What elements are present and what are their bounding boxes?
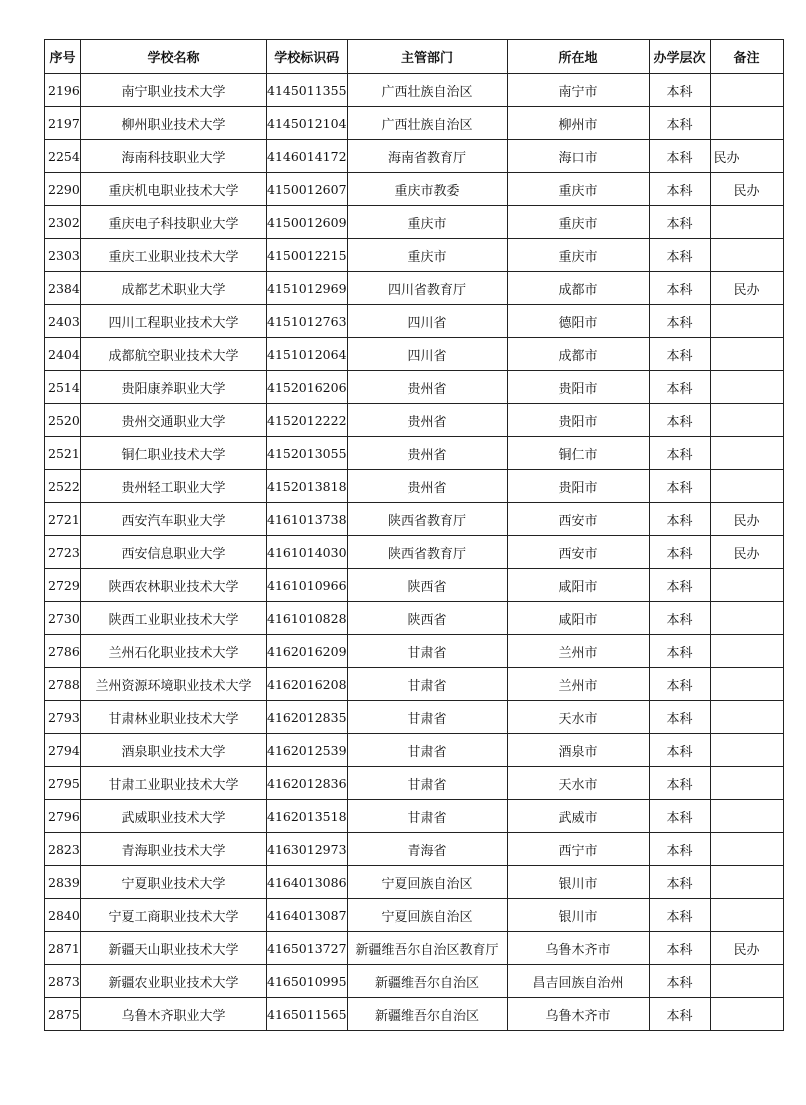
cell-school-code: 4152016206 [267,371,348,404]
cell-remarks: 民办 [710,536,783,569]
cell-level: 本科 [649,965,710,998]
cell-school-code: 4161010828 [267,602,348,635]
cell-location: 成都市 [507,338,649,371]
cell-authority: 陕西省教育厅 [347,503,507,536]
cell-location: 重庆市 [507,173,649,206]
cell-school-code: 4161014030 [267,536,348,569]
cell-school-code: 4152012222 [267,404,348,437]
header-level: 办学层次 [649,40,710,74]
cell-level: 本科 [649,833,710,866]
table-row [45,800,784,833]
cell-authority: 甘肃省 [347,734,507,767]
header-school-code: 学校标识码 [267,40,348,74]
cell-location: 天水市 [507,767,649,800]
table-row [45,173,784,206]
table-row [45,965,784,998]
cell-location: 柳州市 [507,107,649,140]
university-list-table [44,39,784,1031]
table-row [45,866,784,899]
cell-authority: 贵州省 [347,470,507,503]
cell-authority: 甘肃省 [347,635,507,668]
cell-remarks [710,305,783,338]
cell-remarks [710,206,783,239]
cell-school-name: 柳州职业技术大学 [81,107,267,140]
cell-location: 贵阳市 [507,404,649,437]
cell-school-name: 西安汽车职业大学 [81,503,267,536]
cell-level: 本科 [649,404,710,437]
table-row [45,404,784,437]
cell-location: 海口市 [507,140,649,173]
cell-school-code: 4163012973 [267,833,348,866]
cell-index: 2254 [45,140,81,173]
cell-index: 2514 [45,371,81,404]
cell-index: 2871 [45,932,81,965]
cell-school-code: 4162012835 [267,701,348,734]
cell-school-name: 新疆天山职业技术大学 [81,932,267,965]
cell-authority: 宁夏回族自治区 [347,866,507,899]
cell-index: 2730 [45,602,81,635]
cell-school-name: 重庆电子科技职业大学 [81,206,267,239]
cell-school-name: 重庆工业职业技术大学 [81,239,267,272]
cell-location: 银川市 [507,899,649,932]
cell-location: 武威市 [507,800,649,833]
cell-school-code: 4162012539 [267,734,348,767]
cell-level: 本科 [649,503,710,536]
table-body [45,74,784,1031]
cell-location: 银川市 [507,866,649,899]
cell-remarks [710,635,783,668]
cell-remarks [710,899,783,932]
cell-index: 2875 [45,998,81,1031]
cell-level: 本科 [649,701,710,734]
cell-school-name: 陕西农林职业技术大学 [81,569,267,602]
cell-authority: 贵州省 [347,404,507,437]
table-row [45,206,784,239]
cell-authority: 青海省 [347,833,507,866]
cell-school-name: 重庆机电职业技术大学 [81,173,267,206]
cell-school-name: 海南科技职业大学 [81,140,267,173]
table-row [45,602,784,635]
cell-remarks [710,701,783,734]
cell-level: 本科 [649,899,710,932]
cell-remarks: 民办 [710,173,783,206]
cell-authority: 重庆市教委 [347,173,507,206]
cell-index: 2794 [45,734,81,767]
cell-remarks: 民办 [710,140,783,173]
cell-index: 2290 [45,173,81,206]
header-school-name: 学校名称 [81,40,267,74]
cell-remarks [710,107,783,140]
table-row [45,635,784,668]
cell-index: 2302 [45,206,81,239]
cell-school-name: 宁夏职业技术大学 [81,866,267,899]
cell-location: 重庆市 [507,206,649,239]
cell-school-name: 甘肃林业职业技术大学 [81,701,267,734]
cell-authority: 重庆市 [347,206,507,239]
table-row [45,371,784,404]
cell-school-name: 成都艺术职业大学 [81,272,267,305]
cell-level: 本科 [649,140,710,173]
cell-authority: 四川省教育厅 [347,272,507,305]
cell-authority: 新疆维吾尔自治区教育厅 [347,932,507,965]
cell-school-code: 4152013818 [267,470,348,503]
cell-authority: 陕西省 [347,602,507,635]
cell-location: 西安市 [507,536,649,569]
cell-school-name: 西安信息职业大学 [81,536,267,569]
cell-level: 本科 [649,866,710,899]
cell-level: 本科 [649,536,710,569]
cell-level: 本科 [649,173,710,206]
table-row [45,74,784,107]
cell-remarks [710,602,783,635]
cell-location: 南宁市 [507,74,649,107]
cell-school-name: 宁夏工商职业技术大学 [81,899,267,932]
cell-school-code: 4162016208 [267,668,348,701]
table-row [45,272,784,305]
cell-location: 重庆市 [507,239,649,272]
cell-location: 咸阳市 [507,569,649,602]
cell-level: 本科 [649,767,710,800]
cell-remarks: 民办 [710,503,783,536]
cell-index: 2823 [45,833,81,866]
cell-school-code: 4162012836 [267,767,348,800]
cell-index: 2723 [45,536,81,569]
cell-authority: 陕西省 [347,569,507,602]
header-authority: 主管部门 [347,40,507,74]
cell-authority: 新疆维吾尔自治区 [347,998,507,1031]
cell-school-code: 4151012064 [267,338,348,371]
cell-level: 本科 [649,338,710,371]
table-row [45,569,784,602]
cell-school-code: 4164013087 [267,899,348,932]
cell-index: 2796 [45,800,81,833]
table-row [45,239,784,272]
table-row [45,140,784,173]
table-row [45,536,784,569]
cell-level: 本科 [649,602,710,635]
cell-school-code: 4165011565 [267,998,348,1031]
cell-school-code: 4165010995 [267,965,348,998]
cell-school-name: 贵州轻工职业大学 [81,470,267,503]
cell-authority: 重庆市 [347,239,507,272]
table-row [45,932,784,965]
cell-school-name: 陕西工业职业技术大学 [81,602,267,635]
cell-school-name: 成都航空职业技术大学 [81,338,267,371]
cell-level: 本科 [649,734,710,767]
cell-level: 本科 [649,668,710,701]
cell-index: 2521 [45,437,81,470]
cell-location: 德阳市 [507,305,649,338]
cell-remarks [710,437,783,470]
cell-authority: 宁夏回族自治区 [347,899,507,932]
cell-authority: 贵州省 [347,437,507,470]
cell-location: 兰州市 [507,635,649,668]
cell-school-code: 4161010966 [267,569,348,602]
cell-index: 2522 [45,470,81,503]
cell-authority: 四川省 [347,338,507,371]
header-index: 序号 [45,40,81,74]
cell-school-code: 4145011355 [267,74,348,107]
header-row [45,40,784,74]
table-row [45,668,784,701]
cell-authority: 新疆维吾尔自治区 [347,965,507,998]
cell-school-name: 武威职业技术大学 [81,800,267,833]
table-row [45,767,784,800]
cell-location: 咸阳市 [507,602,649,635]
cell-remarks [710,404,783,437]
cell-location: 贵阳市 [507,470,649,503]
cell-index: 2793 [45,701,81,734]
cell-authority: 甘肃省 [347,701,507,734]
cell-school-name: 南宁职业技术大学 [81,74,267,107]
table-row [45,701,784,734]
cell-location: 昌吉回族自治州 [507,965,649,998]
table-row [45,899,784,932]
cell-remarks [710,470,783,503]
cell-remarks [710,74,783,107]
cell-remarks [710,569,783,602]
cell-location: 西宁市 [507,833,649,866]
cell-index: 2840 [45,899,81,932]
cell-index: 2403 [45,305,81,338]
cell-authority: 甘肃省 [347,668,507,701]
cell-location: 乌鲁木齐市 [507,998,649,1031]
cell-authority: 四川省 [347,305,507,338]
cell-school-code: 4151012969 [267,272,348,305]
cell-location: 铜仁市 [507,437,649,470]
cell-index: 2788 [45,668,81,701]
cell-index: 2384 [45,272,81,305]
cell-remarks [710,965,783,998]
cell-school-name: 乌鲁木齐职业大学 [81,998,267,1031]
cell-location: 天水市 [507,701,649,734]
cell-school-code: 4165013727 [267,932,348,965]
cell-school-name: 新疆农业职业技术大学 [81,965,267,998]
cell-authority: 贵州省 [347,371,507,404]
cell-school-name: 酒泉职业技术大学 [81,734,267,767]
cell-remarks [710,998,783,1031]
cell-location: 兰州市 [507,668,649,701]
cell-school-code: 4152013055 [267,437,348,470]
table-row [45,998,784,1031]
cell-level: 本科 [649,635,710,668]
table-row [45,305,784,338]
cell-school-name: 兰州石化职业技术大学 [81,635,267,668]
cell-index: 2404 [45,338,81,371]
cell-school-code: 4162016209 [267,635,348,668]
cell-index: 2795 [45,767,81,800]
table-row [45,833,784,866]
cell-school-name: 兰州资源环境职业技术大学 [81,668,267,701]
cell-level: 本科 [649,569,710,602]
cell-index: 2873 [45,965,81,998]
cell-location: 成都市 [507,272,649,305]
cell-remarks: 民办 [710,272,783,305]
cell-remarks [710,371,783,404]
cell-remarks [710,239,783,272]
cell-school-code: 4146014172 [267,140,348,173]
cell-index: 2303 [45,239,81,272]
cell-school-code: 4145012104 [267,107,348,140]
cell-school-code: 4150012607 [267,173,348,206]
cell-school-code: 4161013738 [267,503,348,536]
cell-authority: 甘肃省 [347,767,507,800]
cell-school-code: 4150012609 [267,206,348,239]
cell-level: 本科 [649,470,710,503]
cell-authority: 甘肃省 [347,800,507,833]
cell-remarks [710,866,783,899]
cell-index: 2839 [45,866,81,899]
cell-index: 2729 [45,569,81,602]
table-header [45,40,784,74]
cell-authority: 广西壮族自治区 [347,74,507,107]
cell-level: 本科 [649,371,710,404]
table-row [45,338,784,371]
cell-index: 2786 [45,635,81,668]
cell-level: 本科 [649,932,710,965]
cell-location: 乌鲁木齐市 [507,932,649,965]
header-location: 所在地 [507,40,649,74]
cell-location: 酒泉市 [507,734,649,767]
cell-level: 本科 [649,998,710,1031]
cell-remarks [710,767,783,800]
cell-school-code: 4151012763 [267,305,348,338]
table-row [45,503,784,536]
cell-level: 本科 [649,206,710,239]
cell-school-code: 4150012215 [267,239,348,272]
cell-remarks [710,833,783,866]
cell-school-name: 青海职业技术大学 [81,833,267,866]
table-row [45,107,784,140]
cell-index: 2197 [45,107,81,140]
cell-school-name: 四川工程职业技术大学 [81,305,267,338]
cell-school-name: 甘肃工业职业技术大学 [81,767,267,800]
cell-location: 贵阳市 [507,371,649,404]
cell-index: 2721 [45,503,81,536]
cell-remarks: 民办 [710,932,783,965]
table-row [45,437,784,470]
cell-authority: 广西壮族自治区 [347,107,507,140]
cell-level: 本科 [649,305,710,338]
cell-level: 本科 [649,239,710,272]
cell-authority: 陕西省教育厅 [347,536,507,569]
cell-level: 本科 [649,800,710,833]
cell-authority: 海南省教育厅 [347,140,507,173]
cell-school-name: 铜仁职业技术大学 [81,437,267,470]
cell-school-code: 4164013086 [267,866,348,899]
cell-index: 2196 [45,74,81,107]
cell-location: 西安市 [507,503,649,536]
cell-remarks [710,668,783,701]
cell-remarks [710,338,783,371]
cell-school-code: 4162013518 [267,800,348,833]
header-remarks: 备注 [710,40,783,74]
table-row [45,470,784,503]
table-row [45,734,784,767]
cell-level: 本科 [649,107,710,140]
cell-remarks [710,734,783,767]
cell-school-name: 贵州交通职业大学 [81,404,267,437]
cell-school-name: 贵阳康养职业大学 [81,371,267,404]
cell-level: 本科 [649,437,710,470]
cell-level: 本科 [649,272,710,305]
cell-remarks [710,800,783,833]
cell-level: 本科 [649,74,710,107]
cell-index: 2520 [45,404,81,437]
